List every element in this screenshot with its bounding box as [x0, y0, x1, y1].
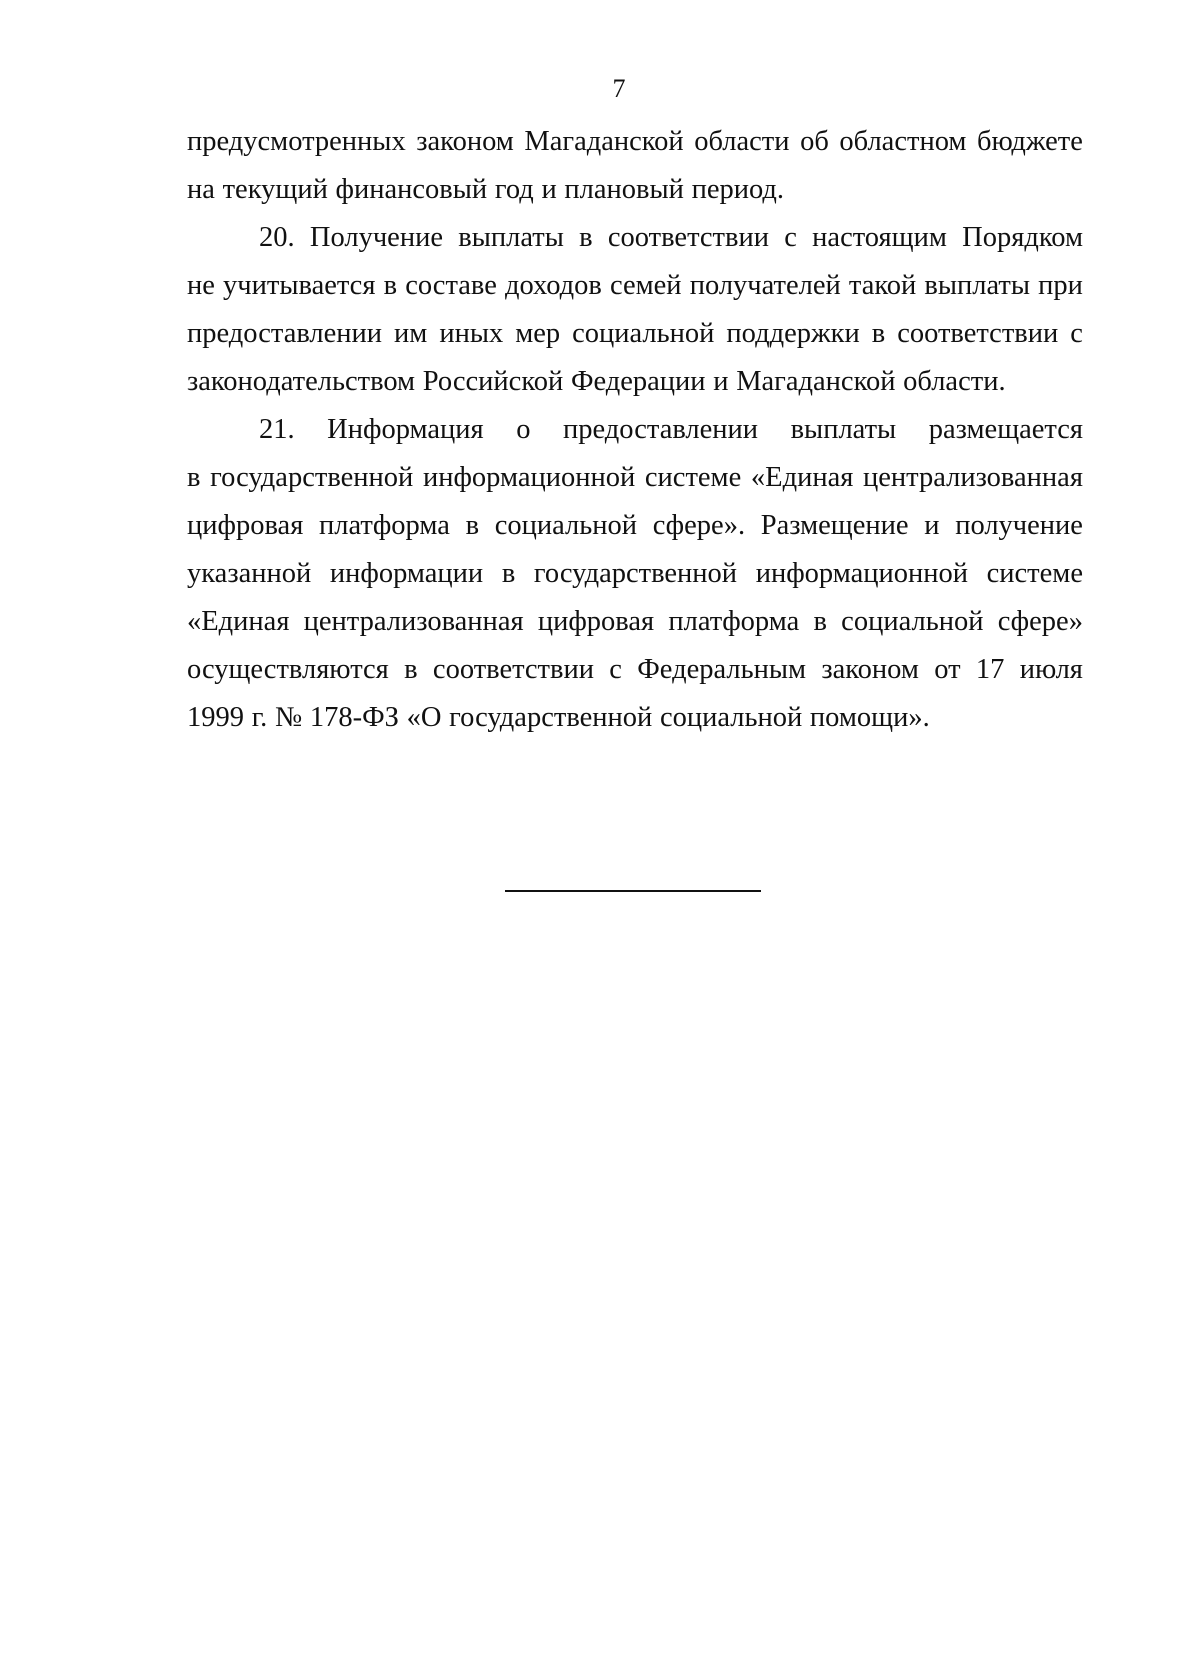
word: Магаданской [524, 126, 684, 157]
word: в [187, 462, 201, 493]
word: доходов [504, 270, 602, 301]
word: социальной [494, 510, 637, 541]
document-body [187, 118, 1083, 742]
word: «Единая [187, 606, 290, 637]
word: осуществляются [187, 654, 389, 685]
word: помощи». [809, 702, 930, 733]
word: Федерации [570, 366, 706, 397]
word: и [713, 366, 729, 397]
word: предусмотренных [187, 126, 406, 157]
word: поддержки [726, 318, 860, 349]
word: соответствии [607, 222, 769, 253]
word: июля [1019, 654, 1083, 685]
word: государственной [210, 462, 414, 493]
word: платформа [668, 606, 800, 637]
word: выплаты [924, 270, 1031, 301]
word: об [800, 126, 829, 157]
word: области. [903, 366, 1006, 397]
word: размещается [928, 414, 1083, 445]
text-line [187, 694, 1083, 742]
text-line [187, 646, 1083, 694]
word: им [394, 318, 428, 349]
word: платформа [319, 510, 450, 541]
text-line [187, 598, 1083, 646]
word: текущий [222, 174, 328, 205]
word: области [694, 126, 790, 157]
word: и [924, 510, 940, 541]
word: законом [821, 654, 919, 685]
text-line [187, 310, 1083, 358]
text-line [187, 262, 1083, 310]
page-number: 7 [612, 74, 626, 103]
word: Размещение [760, 510, 909, 541]
text-line [187, 406, 1083, 454]
text-line [187, 214, 1083, 262]
word: г. [251, 702, 268, 733]
word: мер [515, 318, 561, 349]
word: с [784, 222, 797, 253]
word: Федеральным [637, 654, 807, 685]
word: на [187, 174, 215, 205]
word: социальной [841, 606, 984, 637]
word: плановый [564, 174, 684, 205]
word: получателей [689, 270, 841, 301]
word: настоящим [812, 222, 947, 253]
word: в [465, 510, 480, 541]
word: в [501, 558, 516, 589]
word: такой [848, 270, 917, 301]
word: информационной [422, 462, 636, 493]
text-line [187, 358, 1083, 406]
paragraph-number: 21. [259, 414, 295, 445]
word: цифровая [187, 510, 304, 541]
word: 1999 [187, 702, 244, 733]
word: финансовый [335, 174, 488, 205]
word: законом [416, 126, 514, 157]
word: 178-ФЗ [309, 702, 399, 733]
word: информационной [755, 558, 968, 589]
word: Российской [422, 366, 564, 397]
word: в [383, 270, 398, 301]
word: составе [405, 270, 497, 301]
word: централизованная [863, 462, 1083, 493]
text-line [187, 118, 1083, 166]
word: получение [955, 510, 1083, 541]
word: Порядком [962, 222, 1083, 253]
paragraph-number: 20. [259, 222, 295, 253]
word: сфере». [652, 510, 746, 541]
word: государственной [533, 558, 738, 589]
word: год [494, 174, 534, 205]
word: бюджете [977, 126, 1083, 157]
text-line [187, 454, 1083, 502]
word: законодательством [187, 366, 416, 397]
word: № [274, 702, 303, 733]
word: Информация [327, 414, 484, 445]
word: и [541, 174, 557, 205]
word: Магаданской [736, 366, 896, 397]
word: системе [644, 462, 742, 493]
text-line [187, 502, 1083, 550]
word: с [609, 654, 622, 685]
word: предоставлении [187, 318, 383, 349]
word: «О [406, 702, 442, 733]
word: выплаты [790, 414, 897, 445]
word: указанной [187, 558, 312, 589]
word: в [579, 222, 593, 253]
word: не [187, 270, 215, 301]
word: социальной [659, 702, 803, 733]
word: с [1070, 318, 1083, 349]
end-divider-line [505, 890, 761, 892]
word: сфере» [997, 606, 1083, 637]
word: учитывается [223, 270, 376, 301]
word: областном [839, 126, 967, 157]
text-line [187, 166, 1083, 214]
word: цифровая [537, 606, 655, 637]
word: в [813, 606, 827, 637]
word: выплаты [458, 222, 564, 253]
word: иных [439, 318, 504, 349]
word: Получение [309, 222, 443, 253]
word: о [516, 414, 531, 445]
word: социальной [572, 318, 715, 349]
word: информации [329, 558, 484, 589]
word: семей [609, 270, 682, 301]
word: соответствии [432, 654, 594, 685]
word: централизованная [303, 606, 524, 637]
word: 17 [975, 654, 1005, 685]
word: период. [691, 174, 785, 205]
word: при [1038, 270, 1083, 301]
word: соответствии [897, 318, 1059, 349]
word: в [871, 318, 886, 349]
word: «Единая [750, 462, 854, 493]
word: государственной [449, 702, 653, 733]
word: в [404, 654, 418, 685]
word: предоставлении [563, 414, 759, 445]
text-line [187, 550, 1083, 598]
word: системе [986, 558, 1083, 589]
word: от [934, 654, 961, 685]
